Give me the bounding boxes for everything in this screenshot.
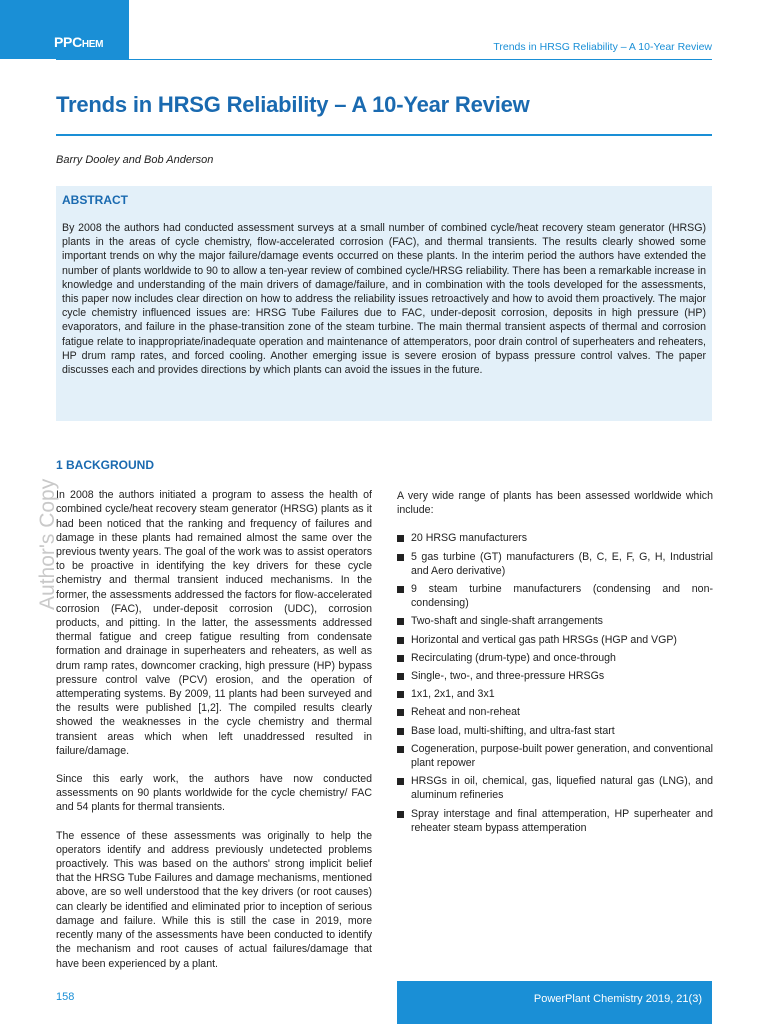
list-item: 1x1, 2x1, and 3x1 — [397, 687, 713, 701]
paragraph: Since this early work, the authors have now conducted assessments on 90 plants worldwide for the cycle chemistry/ FAC and 54 plants for thermal transients. — [56, 773, 372, 814]
paper-title: Trends in HRSG Reliability – A 10-Year Review — [56, 92, 530, 117]
bullet-square-icon — [397, 554, 404, 561]
bullet-square-icon — [397, 746, 404, 753]
journal-logo — [0, 0, 129, 59]
page-number: 158 — [56, 991, 75, 1003]
logo-text: PPCHEM — [54, 34, 104, 50]
paragraph: The essence of these assessments was originally to help the operators identify and address previously undetected problems proactively. This was based on the authors' strong implicit belief that the HRSG Tube Failures and damage mechanisms, mentioned above, are so well understood that the key drivers (or root causes) can clearly be identified and eliminated prior to inception of serious damage and failure. While this is still the case in 2019, more recently many of the assessments have been conducted to identify the mechanism and root causes of actual failures/damage that have been experienced by a plant. — [56, 829, 372, 970]
bullet-square-icon — [397, 691, 404, 698]
running-title: Trends in HRSG Reliability – A 10-Year Review — [493, 41, 712, 53]
journal-citation: PowerPlant Chemistry 2019, 21(3) — [533, 993, 702, 1005]
section-heading: 1 BACKGROUND — [56, 458, 155, 472]
list-item: 9 steam turbine manufacturers (condensing and non-condensing) — [397, 582, 713, 610]
abstract-box — [56, 186, 712, 421]
title-rule — [56, 134, 712, 136]
bullet-square-icon — [397, 637, 404, 644]
header-rule — [56, 59, 712, 60]
watermark-text: Author's Copy — [36, 478, 59, 610]
list-item: Spray interstage and final attemperation, HP superheater and reheater steam bypass attemperation — [397, 807, 713, 835]
left-column — [56, 458, 372, 985]
list-item: Horizontal and vertical gas path HRSGs (HGP and VGP) — [397, 633, 713, 647]
paragraph: In 2008 the authors initiated a program to assess the health of combined cycle/heat recovery steam generator (HRSG) plants as it had been noticed that the ranking and frequency of failures and damage in these plants had remained almost the same over the previous twenty years. The goal of the work was to assist operators to be proactive in identifying the key drivers for these cycle chemistry and thermal transient induced mechanisms. In the former, the assessments addressed the factors for flow-accelerated corrosion (FAC), under-deposit corrosion (UDC), corrosion products, and pitting. In the latter, the assessments addressed thermal fatigue and creep fatigue resulting from condensate formation and drainage in superheaters and reheaters, as well as drum ramp rates, downcomer cracking, high pressure (HP) bypass pressure control valve (PCV) erosion, and the operation of attemperating systems. By 2009, 11 plants had been surveyed and the results were published [1,2]. The compiled results clearly showed the weaknesses in the cycle chemistry and thermal transient areas which when left unaddressed resulted in failure/damage. — [56, 489, 372, 757]
bullet-square-icon — [397, 618, 404, 625]
list-item: HRSGs in oil, chemical, gas, liquefied natural gas (LNG), and aluminum refineries — [397, 774, 713, 802]
list-item: Two-shaft and single-shaft arrangements — [397, 614, 713, 628]
abstract-heading: ABSTRACT — [62, 193, 128, 207]
paragraph: A very wide range of plants has been assessed worldwide which include: — [397, 490, 713, 517]
list-item: Cogeneration, purpose-built power generation, and conventional plant repower — [397, 742, 713, 770]
authors: Barry Dooley and Bob Anderson — [56, 154, 214, 166]
bullet-square-icon — [397, 709, 404, 716]
list-item: Reheat and non-reheat — [397, 705, 713, 719]
bullet-square-icon — [397, 728, 404, 735]
bullet-square-icon — [397, 535, 404, 542]
right-column — [397, 489, 713, 839]
list-item: Single-, two-, and three-pressure HRSGs — [397, 669, 713, 683]
list-item: 5 gas turbine (GT) manufacturers (B, C, E, F, G, H, Industrial and Aero derivative) — [397, 550, 713, 578]
bullet-square-icon — [397, 655, 404, 662]
plant-range-list — [397, 531, 713, 835]
bullet-square-icon — [397, 778, 404, 785]
bullet-square-icon — [397, 673, 404, 680]
list-item: Base load, multi-shifting, and ultra-fast start — [397, 724, 713, 738]
bullet-square-icon — [397, 586, 404, 593]
footer-journal-box — [397, 981, 712, 1024]
abstract-text: By 2008 the authors had conducted assessment surveys at a small number of combined cycle/heat recovery steam generator (HRSG) plants in the areas of cycle chemistry, flow-accelerated corrosion (FAC), and thermal transients. The results clearly showed some important trends on why the major failure/damage events occurred on these plants. In the interim period the authors have extended the number of plants worldwide to 90 to allow a ten-year review of combined cycle/HRSG reliability. There has been a remarkable increase in knowledge and understanding of the main drivers of damage/failure, and in combination with the tools developed for the assessments, this paper now includes clear direction on how to address the reliability issues retroactively and how to avoid them proactively. The major cycle chemistry influenced issues are: HRSG Tube Failures due to FAC, under-deposit corrosion, deposits in high pressure (HP) evaporators, and failure in the phase-transition zone of the steam turbine. The main thermal transient aspects of thermal and corrosion fatigue relate to inappropriate/inadequate operation and maintenance of attemperators, poor drain control of superheaters and reheaters, HP drum ramp rates, and forced cooling. Another emerging issue is severe erosion of bypass pressure control valves. The paper discusses each and provides directions by which plants can avoid the issues in the future. — [62, 222, 706, 377]
authors-copy-watermark — [0, 430, 59, 610]
bullet-square-icon — [397, 811, 404, 818]
list-item: Recirculating (drum-type) and once-through — [397, 651, 713, 665]
list-item: 20 HRSG manufacturers — [397, 531, 713, 545]
